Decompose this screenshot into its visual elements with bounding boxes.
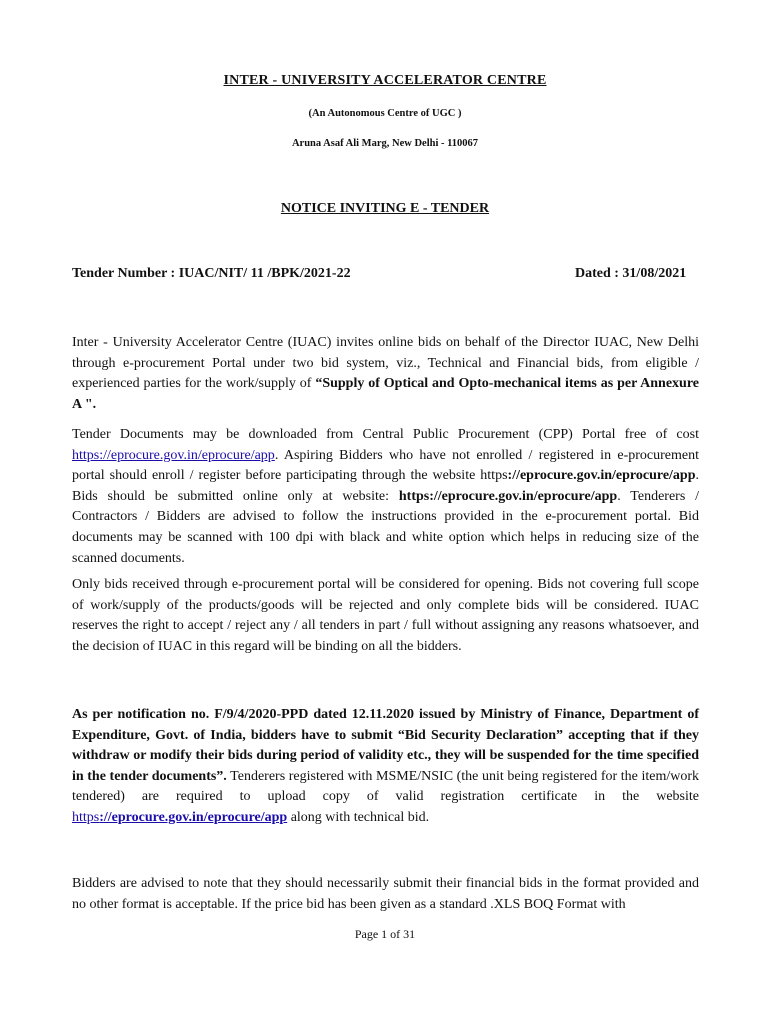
notification-text: Tenderers registered with MSME/NSIC (the unit being registered for the item/work tendered) are required to upload copy of valid registration certificate in the website (72, 768, 699, 805)
intro-bold-item: “Supply of Optical and Opto-mechanical items as per Annexure A ". (72, 376, 700, 412)
bids-paragraph: Only bids received through e-procurement portal will be considered for opening. Bids not covering full scope of work/supply of the products/goods will be rejected and only complete bids will be considered. IUAC reserves the right to accept / reject any / all tenders in part / full without assigning any reasons whatsoever, and the decision of IUAC in this regard will be binding on all the bidders. (72, 577, 699, 654)
p2-text-3: https (480, 468, 508, 484)
notification-bold: As per notification no. F/9/4/2020-PPD dated 12.11.2020 issued by Ministry of Finance, Department of Expenditure, Govt. of India, bidders have to submit “Bid Security Declaration” accepting that if they withdraw or modify their bids during period of validity etc., they will be suspended for the time specified in the tender documents”. (72, 707, 699, 784)
intro-text: Inter - University Accelerator Centre (IUAC) invites online bids on behalf of the Director IUAC, New Delhi through e-procurement Portal under two bid system, viz., Technical and Financial bids, from eligible / experienced parties for the work/supply of (72, 335, 699, 392)
notification-after: along with technical bid. (287, 809, 430, 825)
p2-text-1: Tender Documents may be downloaded from Central Public Procurement (CPP) Portal free of cost (72, 427, 699, 442)
page-number: Page 1 of 31 (354, 927, 416, 941)
organization-subtitle: (An Autonomous Centre of UGC ) (308, 108, 462, 119)
p2-bold-url-2: https://eprocure.gov.in/eprocure/app (398, 488, 618, 504)
intro-paragraph (72, 333, 699, 415)
financial-bids-paragraph: Bidders are advised to note that they should necessarily submit their financial bids in the format provided and no other format is acceptable. If the price bid has been given as a standard .XLS BOQ Format with (72, 876, 699, 912)
tender-number: Tender Number : IUAC/NIT/ 11 /BPK/2021-22 (72, 266, 351, 281)
p2-bold-url-1: ://eprocure.gov.in/eprocure/app (507, 468, 696, 484)
link2-bold: ://eprocure.gov.in/eprocure/app (99, 809, 288, 825)
notification-paragraph (72, 705, 699, 829)
tender-date: Dated : 31/08/2021 (575, 266, 687, 281)
p2-text-2: . Aspiring Bidders who have not enrolled / registered in e-procurement portal should enroll / register before participating through the website (72, 447, 699, 484)
p2-text-4: . Bids should be submitted online only at website: (72, 468, 699, 504)
organization-address: Aruna Asaf Ali Marg, New Delhi - 110067 (291, 138, 479, 149)
p2-text-5: . Tenderers / Contractors / Bidders are advised to follow the instructions provided in the e-procurement portal. Bid documents may be scanned with 100 dpi with black and white option which helps in reducing size of the scanned documents. (72, 488, 700, 566)
tender-documents-paragraph (72, 425, 699, 569)
link2-prefix: https (72, 809, 100, 825)
eprocure-link-2[interactable] (72, 810, 287, 825)
notice-title: NOTICE INVITING E - TENDER (280, 201, 490, 216)
eprocure-link[interactable]: https://eprocure.gov.in/eprocure/app (72, 447, 275, 463)
organization-title: INTER - UNIVERSITY ACCELERATOR CENTRE (223, 73, 547, 88)
